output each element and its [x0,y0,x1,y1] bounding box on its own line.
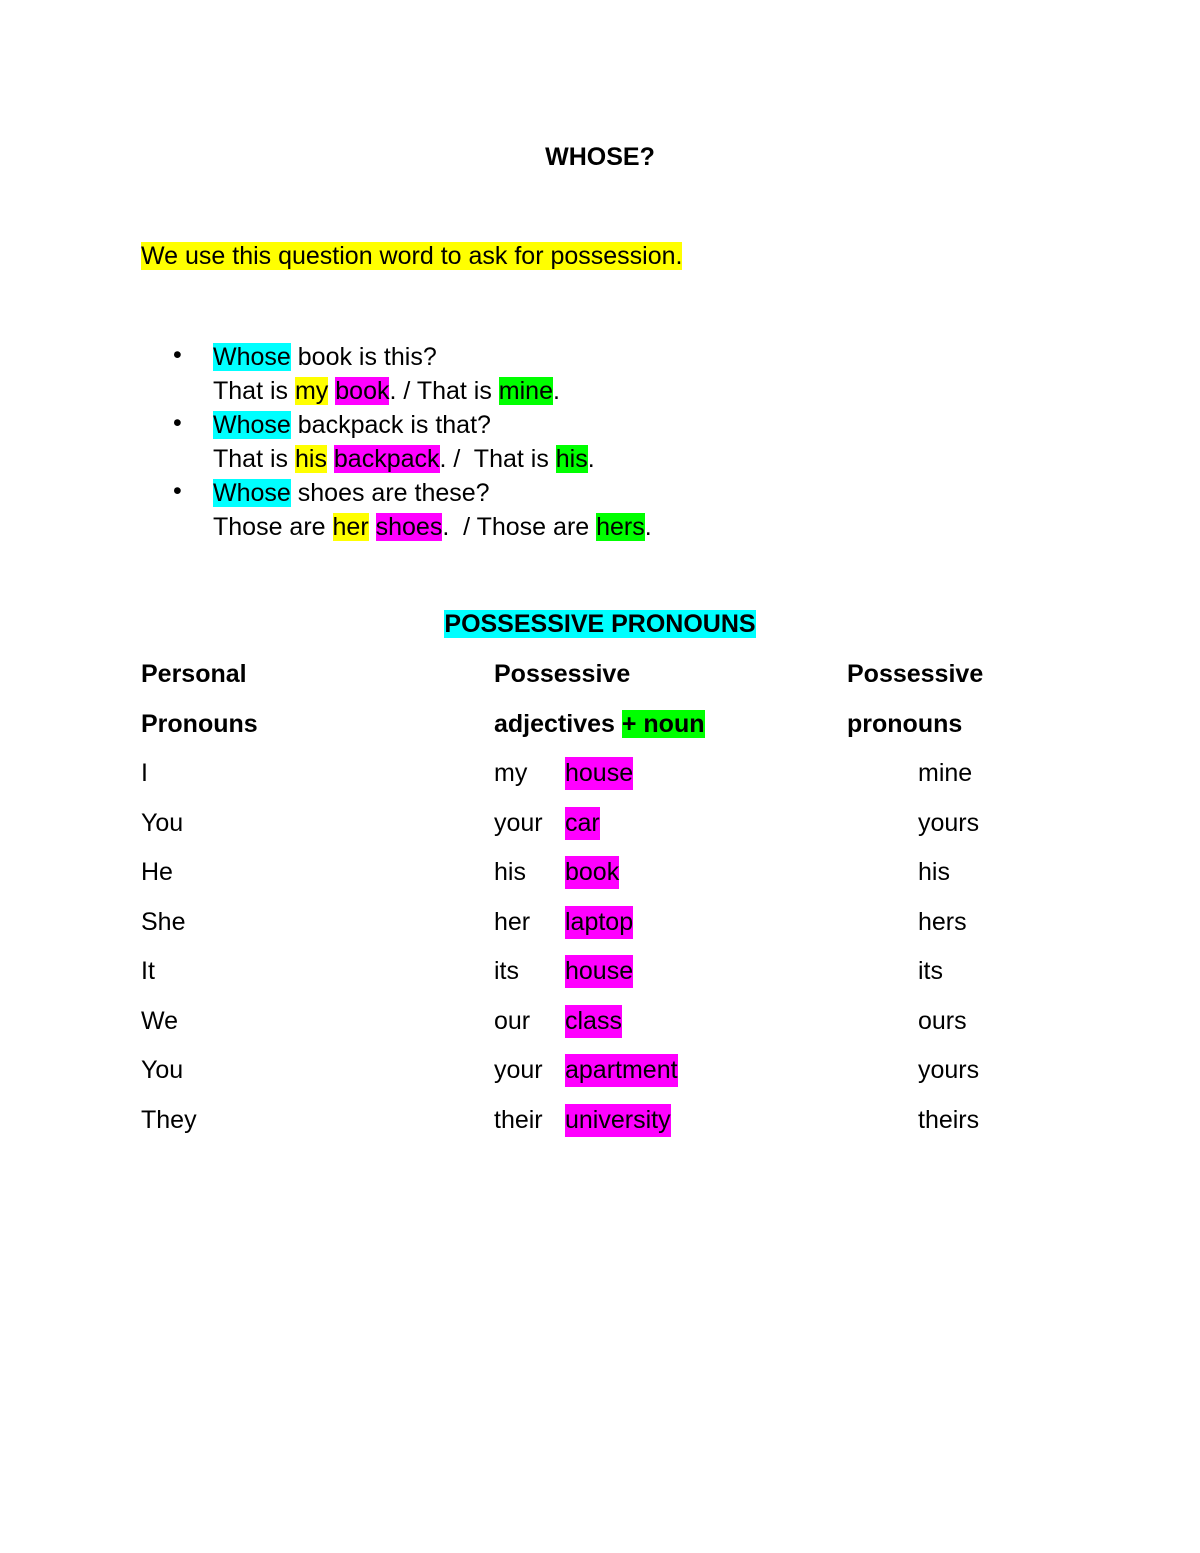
noun: house [565,955,633,988]
possessive-adjective: his [494,858,526,886]
noun: class [565,1005,622,1038]
answer-middle: . / That is [389,377,499,405]
possessive-pronoun: its [918,957,943,985]
personal-pronoun: You [141,808,184,837]
page-title: WHOSE? [545,143,655,171]
intro-highlight: We use this question word to ask for possession. [141,242,683,270]
header-noun-highlight: + noun [621,709,705,738]
table-row [141,1005,1101,1055]
table-header-row [141,708,1101,758]
table-row [141,906,1101,956]
section-title [0,609,1200,639]
list-item [141,476,652,544]
noun: laptop [565,906,633,939]
possessive-pronoun: yours [918,1056,980,1084]
answer-end: . [644,513,652,541]
header-adjectives-2 [494,708,705,741]
possessive-adjective: its [494,957,519,985]
section-title-highlight: POSSESSIVE PRONOUNS [444,610,756,638]
possessive-adjective: our [494,1006,531,1035]
answer-noun: shoes [375,513,443,541]
list-item [141,408,652,476]
answer-prefix: That is [213,445,295,473]
answer-pronoun: mine [498,377,553,405]
possessive-pronoun: yours [918,808,980,837]
possessive-pronoun: ours [918,1006,967,1035]
answer-prefix: Those are [213,513,333,541]
table-row [141,955,1101,1005]
personal-pronoun: You [141,1056,184,1084]
table-row [141,1104,1101,1154]
table-row [141,757,1101,807]
example-answer [213,442,652,476]
bullet-icon: • [173,341,182,369]
answer-pronoun: his [555,445,588,473]
bullet-icon: • [173,409,182,437]
possessive-pronoun: mine [918,759,973,787]
list-item [141,340,652,408]
table-header-row [141,658,1101,708]
header-adjectives-text: adjectives [494,709,622,738]
possessive-pronoun: his [918,858,950,886]
personal-pronoun: I [141,759,148,787]
example-question [213,476,652,510]
answer-adjective: my [294,377,329,405]
answer-noun: backpack [333,445,440,473]
question-rest: shoes are these? [290,479,490,507]
noun: book [565,856,619,889]
possessive-adjective: your [494,808,543,837]
intro-text [141,241,682,271]
header-pronouns-2: pronouns [847,709,963,738]
header-personal: Personal [141,660,247,688]
personal-pronoun: He [141,858,173,886]
header-adjectives: Possessive [494,660,631,688]
bullet-icon: • [173,477,182,505]
pronoun-table [141,658,1101,1153]
answer-middle: . / Those are [442,513,597,541]
answer-adjective: his [294,445,327,473]
personal-pronoun: They [141,1105,197,1134]
answer-adjective: her [332,513,369,541]
example-answer [213,374,652,408]
header-personal-2: Pronouns [141,709,258,738]
answer-prefix: That is [213,377,295,405]
question-word: Whose [213,479,291,507]
example-list [141,340,652,544]
noun: university [565,1104,671,1137]
noun: house [565,757,633,790]
answer-end: . [552,377,560,405]
possessive-pronoun: hers [918,907,967,936]
noun: apartment [565,1054,678,1087]
personal-pronoun: She [141,907,186,936]
example-question [213,408,652,442]
question-word: Whose [213,343,291,371]
table-row [141,807,1101,857]
possessive-adjective: her [494,907,531,936]
answer-end: . [587,445,595,473]
question-rest: backpack is that? [290,411,491,439]
question-word: Whose [213,411,291,439]
answer-pronoun: hers [596,513,645,541]
answer-noun: book [335,377,390,405]
possessive-adjective: their [494,1105,543,1134]
personal-pronoun: We [141,1006,179,1035]
example-question [213,340,652,374]
table-row [141,1054,1101,1104]
possessive-pronoun: theirs [918,1105,980,1134]
possessive-adjective: my [494,759,528,787]
personal-pronoun: It [141,957,155,985]
answer-middle: . / That is [439,445,556,473]
question-rest: book is this? [290,343,437,371]
example-answer [213,510,652,544]
noun: car [565,807,600,840]
header-pronouns: Possessive [847,660,984,688]
possessive-adjective: your [494,1056,543,1084]
table-row [141,856,1101,906]
